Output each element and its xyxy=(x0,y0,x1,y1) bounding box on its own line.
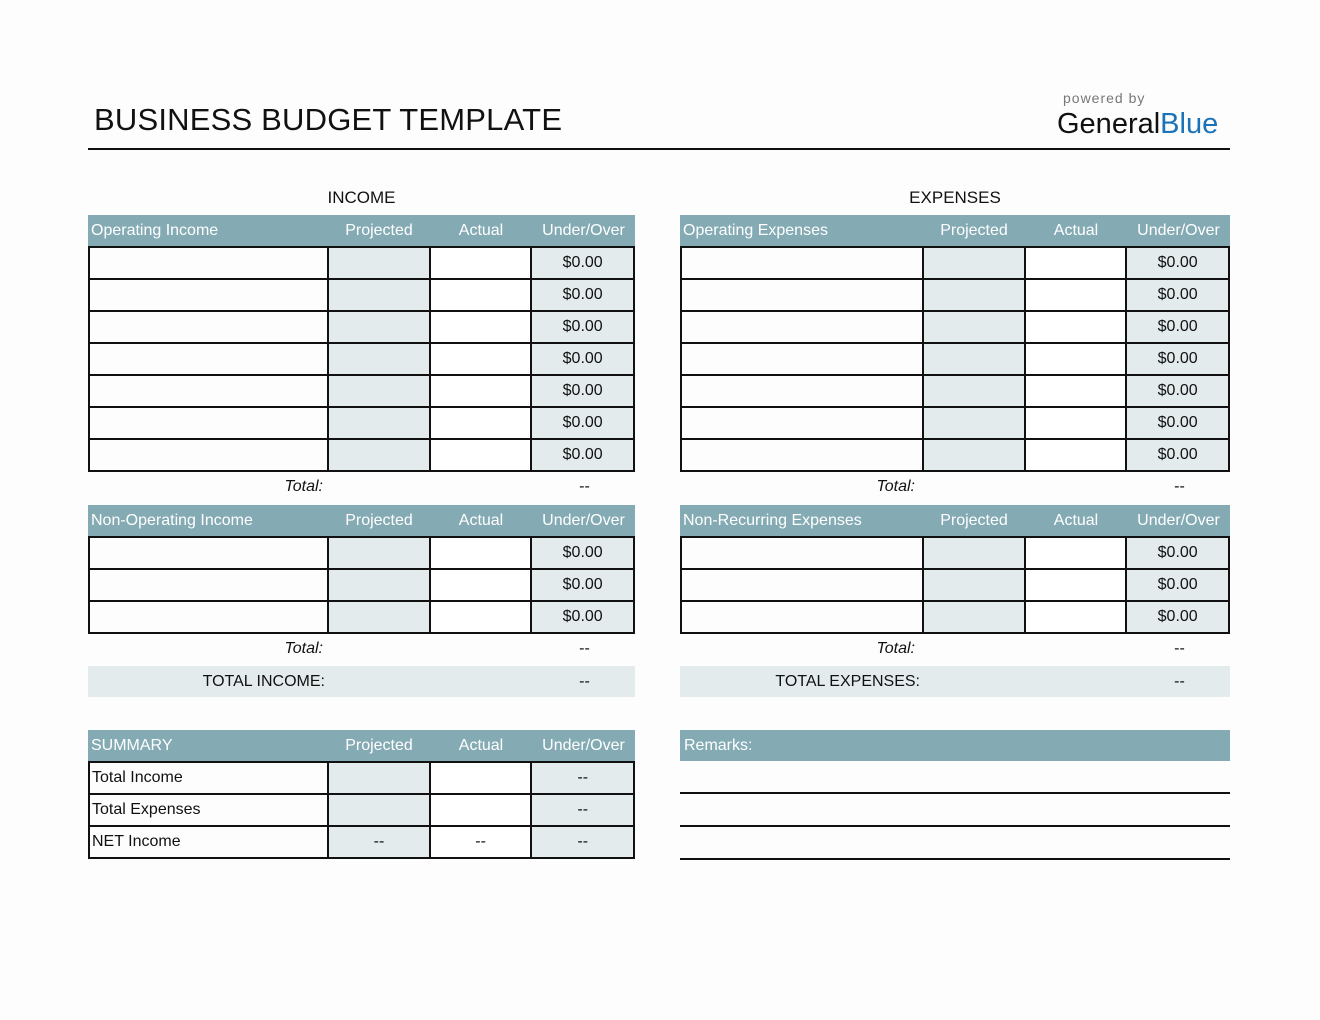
column-header-actual: Actual xyxy=(1053,221,1099,239)
cell-projected[interactable] xyxy=(329,440,431,470)
expenses-section-title: EXPENSES xyxy=(909,188,1001,207)
cell-actual[interactable] xyxy=(1026,408,1128,438)
cell-under-over: $0.00 xyxy=(1127,280,1228,310)
column-header-actual: Actual xyxy=(458,736,504,754)
remarks-line[interactable] xyxy=(680,761,1230,794)
subtotal-row xyxy=(88,472,635,502)
cell-category[interactable] xyxy=(682,248,924,278)
column-header-category: Operating Expenses xyxy=(683,221,828,239)
cell-projected[interactable] xyxy=(329,280,431,310)
cell-category[interactable] xyxy=(682,570,924,600)
cell-projected[interactable] xyxy=(924,376,1026,406)
cell-actual[interactable] xyxy=(431,570,533,600)
cell-under-over: $0.00 xyxy=(1127,570,1228,600)
column-header-projected: Projected xyxy=(940,511,1008,529)
subtotal-value: -- xyxy=(1174,640,1185,657)
cell-under-over: $0.00 xyxy=(1127,344,1228,374)
column-header-projected: Projected xyxy=(940,221,1008,239)
cell-category[interactable] xyxy=(90,376,329,406)
cell-category[interactable] xyxy=(682,312,924,342)
cell-projected[interactable] xyxy=(329,570,431,600)
column-header-projected: Projected xyxy=(345,221,413,239)
cell-projected: -- xyxy=(329,827,431,857)
column-header-actual: Actual xyxy=(458,511,504,529)
cell-under-over: $0.00 xyxy=(532,312,633,342)
total-expenses-label: TOTAL EXPENSES: xyxy=(775,672,920,690)
table-row xyxy=(90,344,633,376)
cell-under-over: $0.00 xyxy=(1127,408,1228,438)
table-row xyxy=(90,538,633,570)
cell-category[interactable] xyxy=(682,408,924,438)
operating-income-table xyxy=(88,215,635,502)
cell-category[interactable] xyxy=(90,440,329,470)
cell-projected[interactable] xyxy=(329,312,431,342)
cell-category: Total Expenses xyxy=(90,795,329,825)
cell-under-over: $0.00 xyxy=(532,248,633,278)
column-header-category: Non-Recurring Expenses xyxy=(683,511,862,529)
table-row xyxy=(682,538,1228,570)
remarks-section xyxy=(680,730,1230,860)
cell-under-over: $0.00 xyxy=(532,538,633,568)
title-divider xyxy=(88,148,1230,150)
cell-projected[interactable] xyxy=(329,763,431,793)
table-row xyxy=(90,280,633,312)
cell-projected[interactable] xyxy=(924,538,1026,568)
cell-under-over: $0.00 xyxy=(532,440,633,470)
summary-table xyxy=(88,730,635,859)
cell-projected[interactable] xyxy=(329,248,431,278)
cell-actual[interactable] xyxy=(431,344,533,374)
cell-actual[interactable] xyxy=(1026,538,1128,568)
cell-category[interactable] xyxy=(682,602,924,632)
remarks-header: Remarks: xyxy=(680,730,1230,761)
cell-projected[interactable] xyxy=(924,602,1026,632)
subtotal-row xyxy=(88,634,635,664)
cell-projected[interactable] xyxy=(924,312,1026,342)
table-row xyxy=(90,376,633,408)
table-row xyxy=(90,795,633,827)
cell-actual[interactable] xyxy=(431,795,533,825)
table-header xyxy=(88,730,635,761)
column-header-category: SUMMARY xyxy=(91,736,173,754)
cell-projected[interactable] xyxy=(924,248,1026,278)
cell-under-over: -- xyxy=(532,827,633,857)
column-header-under-over: Under/Over xyxy=(542,511,625,529)
table-row xyxy=(682,344,1228,376)
subtotal-label: Total: xyxy=(876,640,915,657)
cell-projected[interactable] xyxy=(329,408,431,438)
brand-logo xyxy=(1057,108,1218,141)
table-row xyxy=(682,408,1228,440)
cell-actual[interactable] xyxy=(1026,344,1128,374)
total-income-row xyxy=(88,666,635,697)
subtotal-row xyxy=(680,634,1230,664)
table-row xyxy=(682,440,1228,470)
subtotal-value: -- xyxy=(579,478,590,495)
cell-projected[interactable] xyxy=(924,408,1026,438)
table-row xyxy=(90,763,633,795)
cell-projected[interactable] xyxy=(329,376,431,406)
table-row xyxy=(90,827,633,857)
cell-under-over: $0.00 xyxy=(1127,440,1228,470)
cell-under-over: $0.00 xyxy=(532,280,633,310)
column-header-category: Non-Operating Income xyxy=(91,511,253,529)
cell-actual[interactable] xyxy=(431,763,533,793)
cell-actual[interactable] xyxy=(1026,376,1128,406)
cell-category[interactable] xyxy=(90,312,329,342)
table-row xyxy=(682,280,1228,312)
table-row xyxy=(90,248,633,280)
non-recurring-expenses-table xyxy=(680,505,1230,664)
cell-projected[interactable] xyxy=(924,440,1026,470)
cell-actual[interactable] xyxy=(431,280,533,310)
cell-under-over: $0.00 xyxy=(532,344,633,374)
brand-name-blue: Blue xyxy=(1160,108,1219,140)
income-section-title: INCOME xyxy=(327,188,396,207)
cell-projected[interactable] xyxy=(329,795,431,825)
cell-projected[interactable] xyxy=(329,602,431,632)
cell-under-over: $0.00 xyxy=(532,570,633,600)
cell-category[interactable] xyxy=(682,538,924,568)
cell-category[interactable] xyxy=(682,376,924,406)
table-row xyxy=(682,570,1228,602)
total-expenses-row xyxy=(680,666,1230,697)
cell-under-over: $0.00 xyxy=(1127,312,1228,342)
cell-projected[interactable] xyxy=(329,344,431,374)
table-row xyxy=(682,376,1228,408)
subtotal-label: Total: xyxy=(284,478,323,495)
remarks-line[interactable] xyxy=(680,827,1230,860)
subtotal-row xyxy=(680,472,1230,502)
column-header-under-over: Under/Over xyxy=(542,736,625,754)
cell-actual[interactable] xyxy=(1026,440,1128,470)
cell-actual[interactable] xyxy=(431,602,533,632)
cell-actual[interactable] xyxy=(1026,280,1128,310)
table-row xyxy=(90,312,633,344)
brand-name-general: General xyxy=(1057,108,1161,140)
column-header-projected: Projected xyxy=(345,511,413,529)
cell-under-over: $0.00 xyxy=(532,602,633,632)
subtotal-label: Total: xyxy=(876,478,915,495)
subtotal-value: -- xyxy=(579,640,590,657)
cell-actual[interactable] xyxy=(1026,248,1128,278)
table-row xyxy=(90,602,633,632)
total-expenses-value: -- xyxy=(1174,672,1185,690)
cell-actual[interactable] xyxy=(1026,312,1128,342)
cell-actual[interactable] xyxy=(431,376,533,406)
cell-category[interactable] xyxy=(90,280,329,310)
cell-actual[interactable] xyxy=(1026,602,1128,632)
cell-category: NET Income xyxy=(90,827,329,857)
cell-category[interactable] xyxy=(682,344,924,374)
column-header-category: Operating Income xyxy=(91,221,219,239)
total-income-label: TOTAL INCOME: xyxy=(202,672,325,690)
column-header-projected: Projected xyxy=(345,736,413,754)
cell-projected[interactable] xyxy=(329,538,431,568)
cell-actual[interactable] xyxy=(431,408,533,438)
subtotal-value: -- xyxy=(1174,478,1185,495)
table-row xyxy=(682,248,1228,280)
cell-under-over: $0.00 xyxy=(532,408,633,438)
table-row xyxy=(90,570,633,602)
subtotal-label: Total: xyxy=(284,640,323,657)
column-header-under-over: Under/Over xyxy=(1137,221,1220,239)
column-header-actual: Actual xyxy=(458,221,504,239)
column-header-under-over: Under/Over xyxy=(542,221,625,239)
table-row xyxy=(90,408,633,440)
cell-category[interactable] xyxy=(90,538,329,568)
cell-actual[interactable] xyxy=(1026,570,1128,600)
cell-under-over: -- xyxy=(532,763,633,793)
page-title: BUSINESS BUDGET TEMPLATE xyxy=(94,102,563,137)
cell-actual[interactable] xyxy=(431,440,533,470)
cell-actual[interactable] xyxy=(431,248,533,278)
total-income-value: -- xyxy=(579,672,590,690)
column-header-actual: Actual xyxy=(1053,511,1099,529)
cell-under-over: $0.00 xyxy=(1127,376,1228,406)
table-header xyxy=(680,215,1230,246)
table-header xyxy=(88,215,635,246)
cell-category[interactable] xyxy=(90,570,329,600)
cell-under-over: -- xyxy=(532,795,633,825)
powered-by-label: powered by xyxy=(1063,90,1146,106)
table-row xyxy=(682,602,1228,632)
remarks-line[interactable] xyxy=(680,794,1230,827)
cell-category[interactable] xyxy=(90,602,329,632)
cell-projected[interactable] xyxy=(924,570,1026,600)
cell-category: Total Income xyxy=(90,763,329,793)
cell-category[interactable] xyxy=(682,440,924,470)
cell-under-over: $0.00 xyxy=(532,376,633,406)
cell-projected[interactable] xyxy=(924,280,1026,310)
table-header xyxy=(88,505,635,536)
cell-category[interactable] xyxy=(682,280,924,310)
non-operating-income-table xyxy=(88,505,635,664)
cell-actual: -- xyxy=(431,827,533,857)
cell-actual[interactable] xyxy=(431,538,533,568)
cell-actual[interactable] xyxy=(431,312,533,342)
cell-category[interactable] xyxy=(90,344,329,374)
table-row xyxy=(682,312,1228,344)
column-header-under-over: Under/Over xyxy=(1137,511,1220,529)
cell-projected[interactable] xyxy=(924,344,1026,374)
cell-under-over: $0.00 xyxy=(1127,602,1228,632)
cell-under-over: $0.00 xyxy=(1127,538,1228,568)
cell-category[interactable] xyxy=(90,248,329,278)
operating-expenses-table xyxy=(680,215,1230,502)
table-row xyxy=(90,440,633,470)
cell-under-over: $0.00 xyxy=(1127,248,1228,278)
cell-category[interactable] xyxy=(90,408,329,438)
table-header xyxy=(680,505,1230,536)
